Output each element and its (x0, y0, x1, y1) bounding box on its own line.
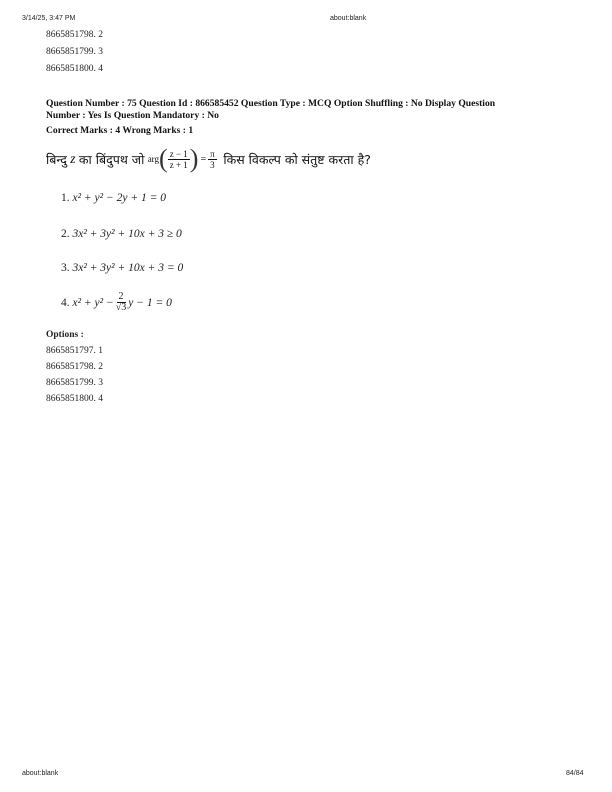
print-datetime: 3/14/25, 3:47 PM (22, 15, 76, 22)
question-meta-line2: Number : Yes Is Question Mandatory : No (46, 110, 219, 121)
page-number: 84/84 (566, 770, 584, 777)
choice-4-fnum: 2 (118, 291, 124, 302)
z-fraction (168, 149, 190, 170)
prev-option-3: 8665851800. 4 (46, 64, 103, 74)
stmt-part-a: बिन्दु (46, 151, 67, 167)
print-page-title: about:blank (330, 15, 367, 22)
choice-2 (61, 228, 182, 240)
stmt-z: z (70, 151, 76, 166)
option-id-2: 8665851798. 2 (46, 362, 103, 372)
stmt-equals: = (200, 153, 207, 165)
frac-numerator: z − 1 (169, 148, 188, 159)
question-statement (46, 146, 371, 172)
choice-2-math: 3x² + 3y² + 10x + 3 ≥ 0 (72, 228, 182, 240)
choice-4 (61, 292, 172, 313)
choice-1-number: 1. (61, 192, 70, 204)
footer-url: about:blank (22, 770, 59, 777)
choice-4-fden: √3 (115, 302, 127, 313)
choice-1 (61, 192, 166, 204)
option-id-3: 8665851799. 3 (46, 378, 103, 388)
question-meta-line1: Question Number : 75 Question Id : 866585452 Question Type : MCQ Option Shuffling : No Display Question (46, 98, 496, 109)
pi-fraction (208, 149, 217, 170)
option-id-4: 8665851800. 4 (46, 394, 103, 404)
options-label: Options : (46, 330, 84, 340)
choice-1-math: x² + y² − 2y + 1 = 0 (72, 192, 166, 204)
stmt-part-c: किस विकल्प को संतुष्ट करता है? (223, 151, 371, 167)
option-id-1: 8665851797. 1 (46, 346, 103, 356)
stmt-part-b: का बिंदुपथ जो (78, 151, 145, 167)
choice-3-math: 3x² + 3y² + 10x + 3 = 0 (72, 262, 184, 274)
left-paren: ( (159, 144, 168, 173)
choice-2-number: 2. (61, 228, 70, 240)
choice-4-fraction (116, 292, 127, 313)
choice-4-pre: x² + y² − (72, 296, 114, 309)
choice-3 (61, 262, 183, 274)
question-marks: Correct Marks : 4 Wrong Marks : 1 (46, 125, 194, 136)
stmt-arg: arg (147, 154, 160, 164)
pi-denominator: 3 (210, 159, 215, 170)
choice-4-post: y − 1 = 0 (128, 296, 172, 309)
right-paren: ) (189, 144, 199, 173)
choice-3-number: 3. (61, 262, 70, 274)
choice-4-number: 4. (61, 296, 70, 309)
pi-numerator: π (210, 148, 215, 159)
prev-option-2: 8665851799. 3 (46, 47, 103, 57)
prev-option-1: 8665851798. 2 (46, 30, 103, 40)
frac-denominator: z + 1 (169, 159, 188, 170)
